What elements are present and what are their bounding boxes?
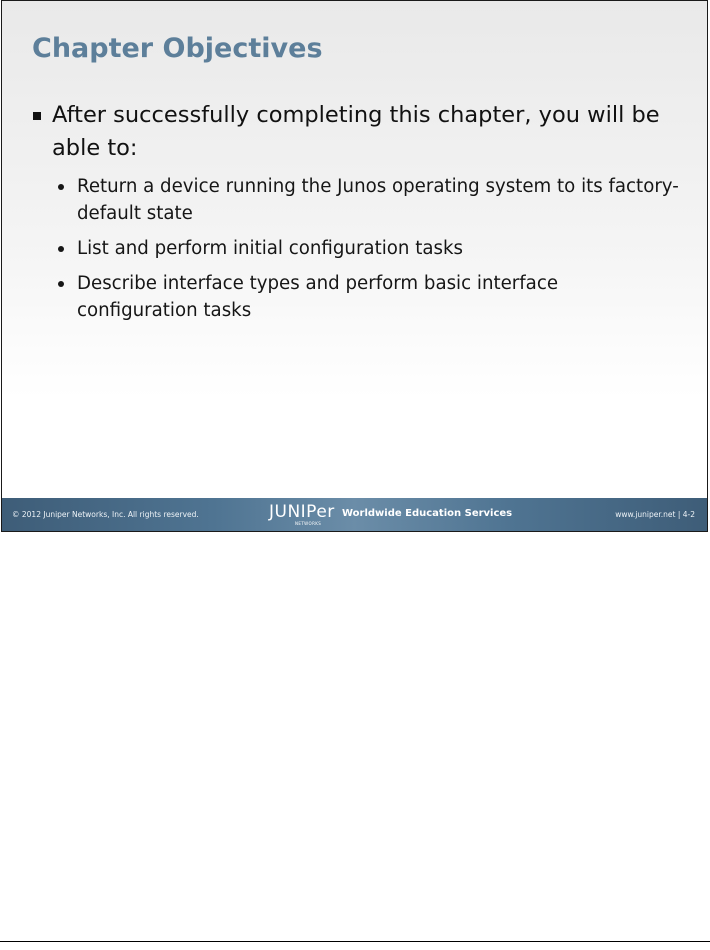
- logo-wordmark: JUNIPer: [269, 502, 335, 522]
- footer-bar: [2, 498, 707, 531]
- logo-subtext: NETWORKS: [295, 521, 322, 526]
- objective-item: [58, 270, 682, 324]
- round-bullet-icon: [58, 184, 64, 190]
- square-bullet-icon: [33, 112, 41, 120]
- page-bottom-rule: [0, 941, 710, 942]
- objective-text: Return a device running the Junos operating system to its factory-default state: [77, 176, 679, 224]
- objective-item: [58, 173, 682, 227]
- objective-item: [58, 235, 682, 262]
- objective-text: Describe interface types and perform basic interface configuration tasks: [77, 273, 559, 321]
- intro-text: After successfully completing this chapter, you will be able to:: [52, 102, 660, 161]
- sub-objectives: [32, 173, 682, 324]
- education-services-label: Worldwide Education Services: [342, 508, 513, 519]
- copyright-text: © 2012 Juniper Networks, Inc. All rights reserved.: [12, 510, 199, 519]
- round-bullet-icon: [58, 246, 64, 252]
- intro-bullet: [32, 99, 682, 165]
- objectives-list: [32, 99, 682, 332]
- round-bullet-icon: [58, 281, 64, 287]
- slide-title: Chapter Objectives: [32, 33, 323, 64]
- objective-text: List and perform initial configuration tasks: [77, 238, 463, 259]
- slide: [1, 0, 708, 532]
- juniper-logo: [269, 503, 333, 527]
- website-page-number: www.juniper.net | 4-2: [615, 510, 695, 519]
